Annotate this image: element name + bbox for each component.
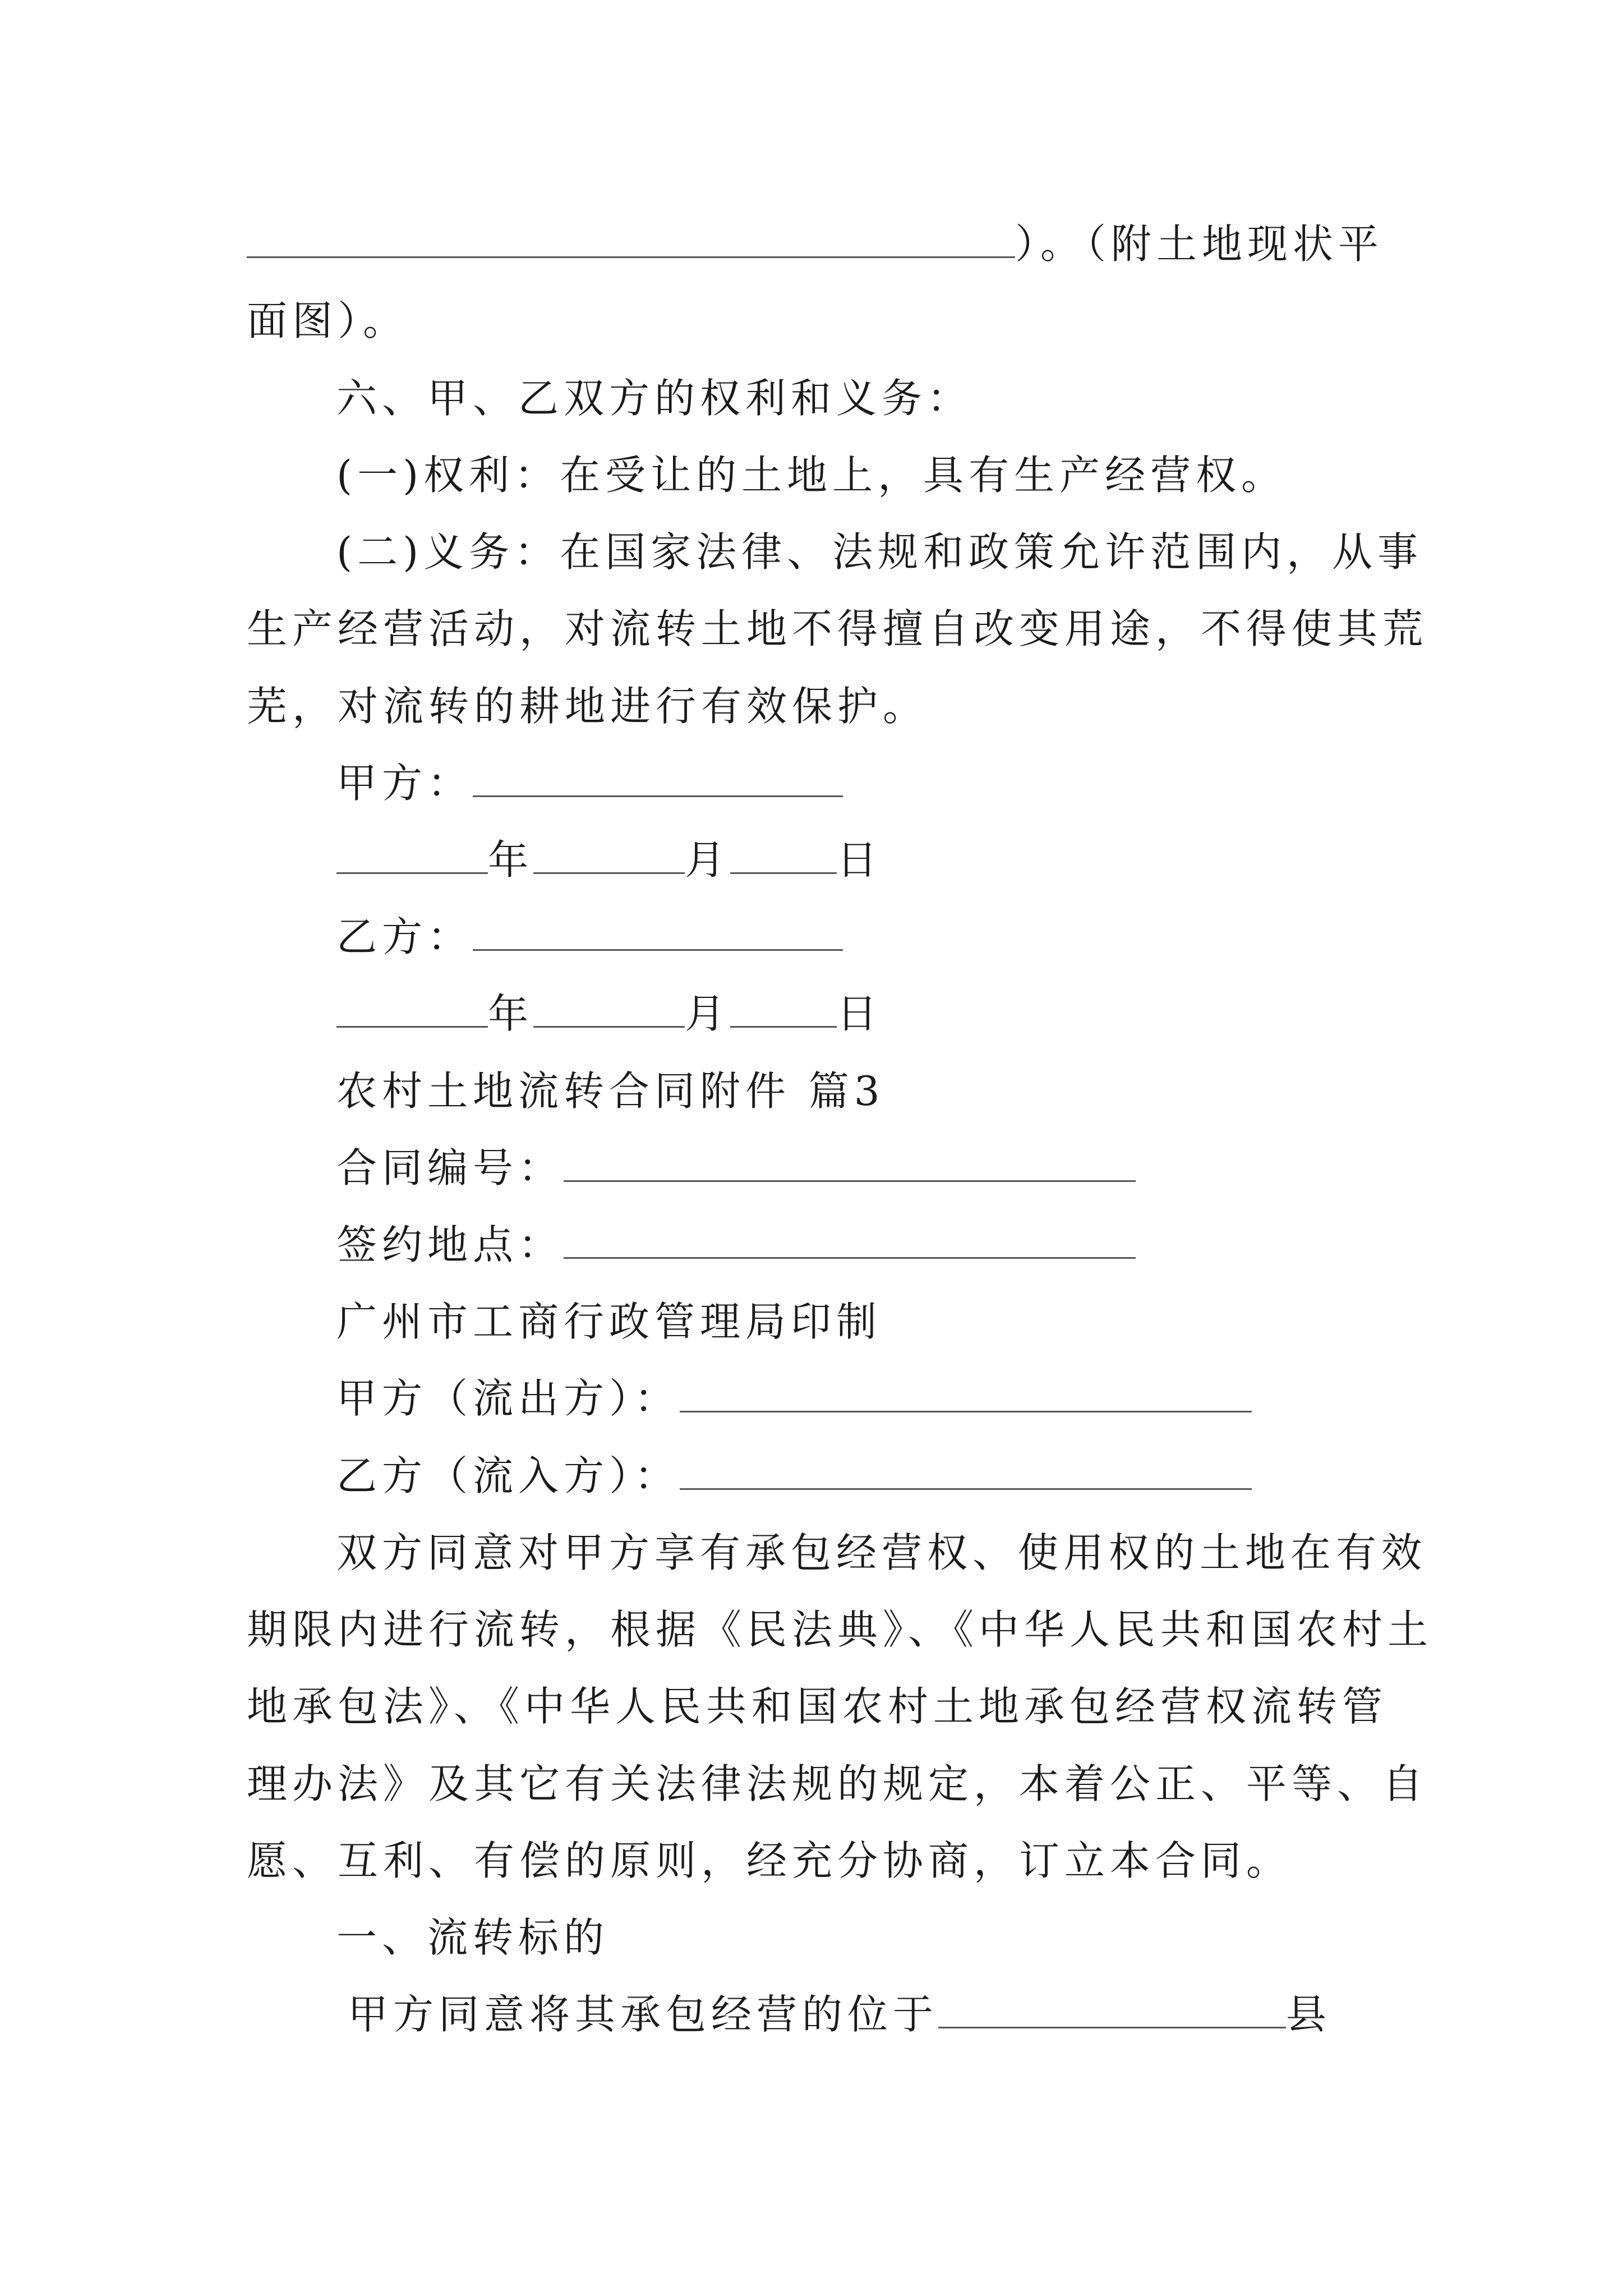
- text-line: 理办法》及其它有关法律法规的规定，本着公正、平等、自: [247, 1760, 1428, 1807]
- text-line: (一)权利：在受让的土地上，具有生产经营权。: [336, 452, 1287, 499]
- text-line: (二)义务：在国家法律、法规和政策允许范围内，从事: [336, 528, 1423, 576]
- signing-place-blank: [564, 1218, 1136, 1259]
- day-label: 日: [837, 990, 883, 1037]
- year-blank: [336, 833, 488, 874]
- text-line: 愿、互利、有偿的原则，经充分协商，订立本合同。: [247, 1837, 1292, 1884]
- party-b-inflow-blank: [680, 1449, 1252, 1490]
- day-label: 日: [837, 836, 883, 884]
- party-a-signature-line: [336, 755, 843, 811]
- text-line: 甲方同意将其承包经营的位于: [348, 1991, 939, 2038]
- year-label: 年: [488, 990, 534, 1037]
- county-blank: [938, 1987, 1286, 2028]
- party-a-blank: [473, 756, 843, 797]
- party-a-outflow-line: [336, 1370, 1252, 1427]
- party-a-label: 甲方：: [336, 760, 473, 807]
- section-heading: 六、甲、乙双方的权利和义务：: [336, 375, 973, 422]
- county-label: 县: [1286, 1991, 1332, 2038]
- party-a-outflow-label: 甲方（流出方）：: [336, 1375, 680, 1422]
- text-line: ）。（附土地现状平: [1015, 220, 1384, 268]
- location-line: [247, 216, 1384, 272]
- text-line: 期限内进行流转，根据《民法典》、《中华人民共和国农村土: [247, 1606, 1433, 1653]
- subject-location-line: [348, 1986, 1331, 2042]
- signing-place-line: [336, 1217, 1136, 1273]
- day-blank: [730, 833, 837, 874]
- text-line: 生产经营活动，对流转土地不得擅自改变用途，不得使其荒: [247, 605, 1428, 652]
- party-a-outflow-blank: [680, 1372, 1252, 1412]
- party-b-signature-line: [336, 909, 843, 965]
- location-blank: [247, 217, 1015, 258]
- party-b-inflow-label: 乙方（流入方）：: [336, 1452, 680, 1499]
- section-heading: 一、流转标的: [336, 1914, 610, 1961]
- month-blank: [533, 833, 685, 874]
- contract-number-label: 合同编号：: [336, 1144, 564, 1191]
- month-label: 月: [685, 836, 731, 884]
- contract-number-line: [336, 1140, 1136, 1196]
- contract-number-blank: [564, 1141, 1136, 1182]
- day-blank: [730, 987, 837, 1028]
- text-line: 地承包法》、《中华人民共和国农村土地承包经营权流转管: [247, 1683, 1388, 1730]
- party-b-inflow-line: [336, 1448, 1252, 1504]
- signing-place-label: 签约地点：: [336, 1221, 564, 1268]
- year-blank: [336, 987, 488, 1028]
- party-b-label: 乙方：: [336, 913, 473, 960]
- text-line: 双方同意对甲方享有承包经营权、使用权的土地在有效: [336, 1529, 1427, 1576]
- text-line: 芜，对流转的耕地进行有效保护。: [247, 683, 929, 730]
- issuer-line: 广州市工商行政管理局印制: [336, 1298, 882, 1345]
- date-line-b: [336, 986, 882, 1042]
- text-line: 面图）。: [247, 297, 409, 344]
- month-label: 月: [685, 990, 731, 1037]
- contract-title: 农村土地流转合同附件 篇3: [336, 1068, 885, 1115]
- date-line-a: [336, 832, 882, 888]
- year-label: 年: [488, 836, 534, 884]
- month-blank: [533, 987, 685, 1028]
- party-b-blank: [473, 910, 843, 951]
